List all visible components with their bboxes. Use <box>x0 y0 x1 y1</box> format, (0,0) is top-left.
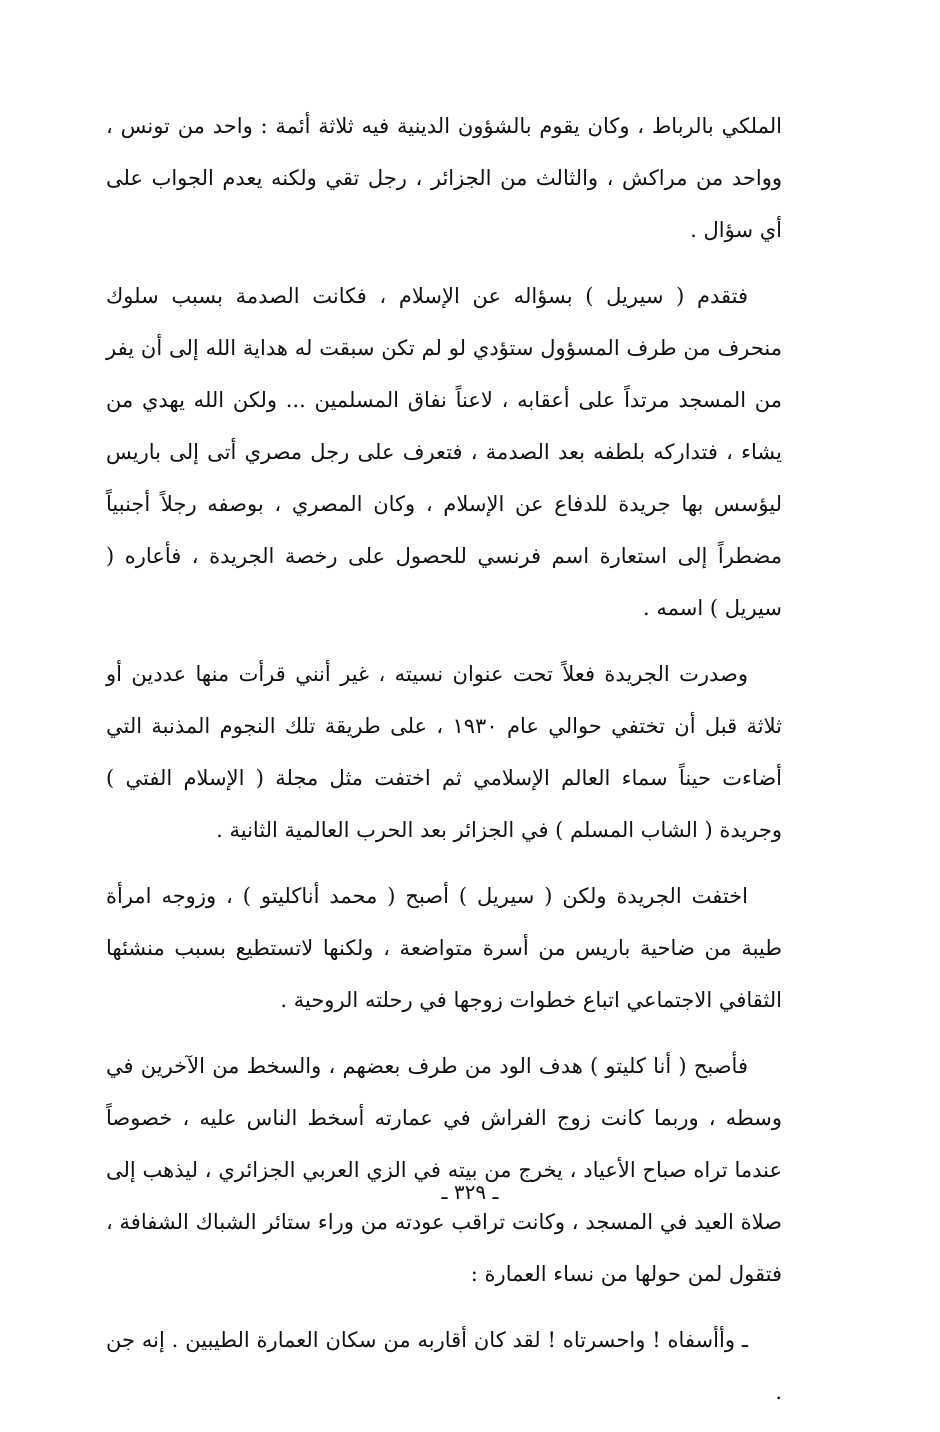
paragraph: ـ وأأسفاه ! واحسرتاه ! لقد كان أقاربه من سكان العمارة الطيبين . إنه جن . <box>106 1328 782 1404</box>
paragraph: وصدرت الجريدة فعلاً تحت عنوان نسيته ، غير أنني قرأت منها عددين أو ثلاثة قبل أن تختفي حوالي عام ١٩٣٠ ، على طريقة تلك النجوم المذنبة التي أضاءت حيناً سماء العالم الإسلامي ثم اختفت مثل مجلة ( الإسلام الفتي ) وجريدة ( الشاب المسلم ) في الجزائر بعد الحرب العالمية الثانية . <box>106 662 782 842</box>
body-text <box>106 100 782 1432</box>
paragraph: فأصبح ( أنا كليتو ) هدف الود من طرف بعضهم ، والسخط من الآخرين في وسطه ، وربما كانت زوج الفراش في عمارته أسخط الناس عليه ، خصوصاً عندما تراه صباح الأعياد ، يخرج من بيته في الزي العربي الجزائري ، ليذهب إلى صلاة العيد في المسجد ، وكانت تراقب عودته من وراء ستائر الشباك الشفافة ، فتقول لمن حولها من نساء العمارة : <box>106 1054 782 1286</box>
page-number: ـ ٣٢٩ ـ <box>441 1180 499 1204</box>
paragraph: الملكي بالرباط ، وكان يقوم بالشؤون الدينية فيه ثلاثة أئمة : واحد من تونس ، وواحد من مراكش ، والثالث من الجزائر ، رجل تقي ولكنه يعدم الجواب على أي سؤال . <box>106 114 782 242</box>
paragraph: اختفت الجريدة ولكن ( سيريل ) أصبح ( محمد أناكليتو ) ، وزوجه امرأة طيبة من ضاحية باريس من أسرة متواضعة ، ولكنها لاتستطيع بسبب منشئها الثقافي الاجتماعي اتباع خطوات زوجها في رحلته الروحية . <box>106 884 782 1012</box>
paragraph: فتقدم ( سيريل ) بسؤاله عن الإسلام ، فكانت الصدمة بسبب سلوك منحرف من طرف المسؤول ستؤدي لو لم تكن سبقت له هداية الله إلى أن يفر من المسجد مرتداً على أعقابه ، لاعناً نفاق المسلمين ... ولكن الله يهدي من يشاء ، فتداركه بلطفه بعد الصدمة ، فتعرف على رجل مصري أتى إلى باريس ليؤسس بها جريدة للدفاع عن الإسلام ، وكان المصري ، بوصفه رجلاً أجنبياً مضطراً إلى استعارة اسم فرنسي للحصول على رخصة الجريدة ، فأعاره ( سيريل ) اسمه . <box>106 284 782 620</box>
